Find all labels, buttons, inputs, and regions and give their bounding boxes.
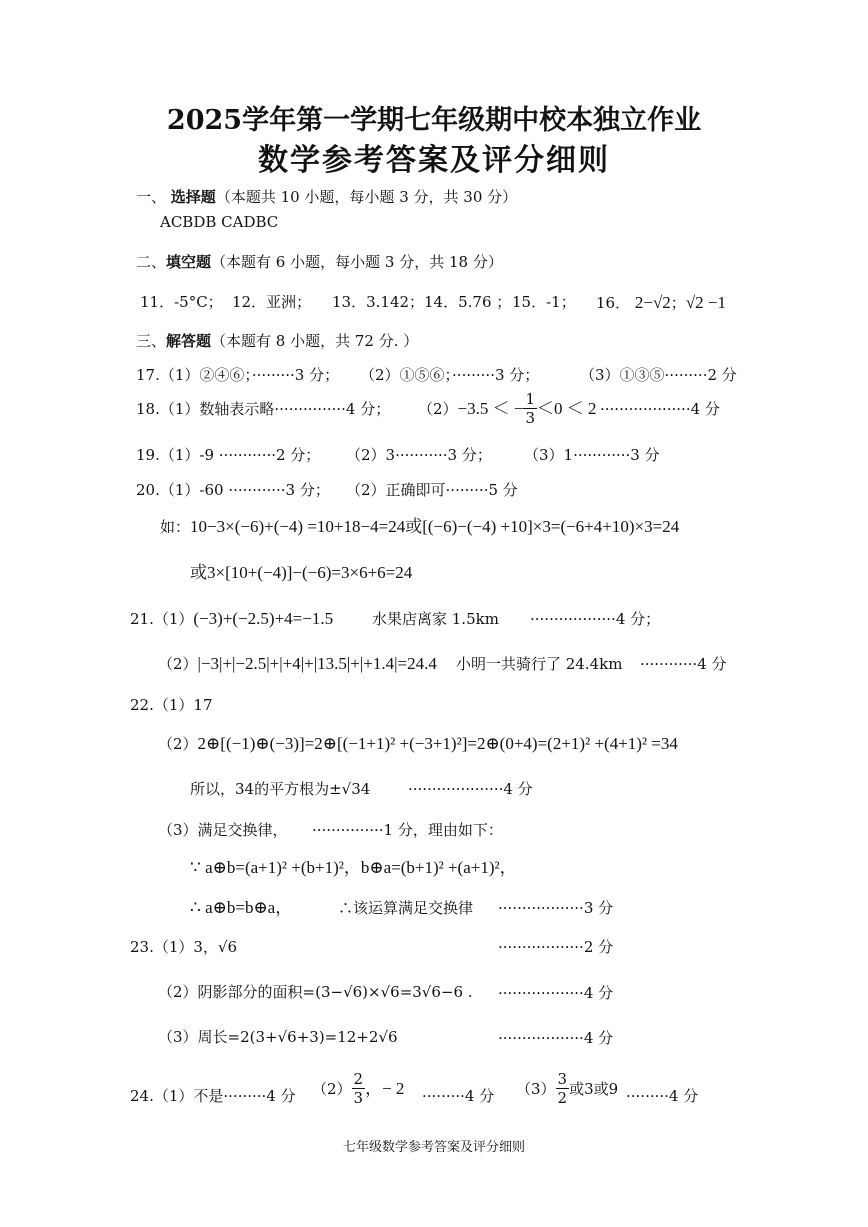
q24-part2-rest: ，− 2 bbox=[365, 1078, 405, 1098]
section1-label: 一、 bbox=[136, 188, 167, 206]
q24-part3-score: ·········4 分 bbox=[626, 1087, 699, 1105]
section1-name: 选择题 bbox=[170, 188, 216, 206]
q17-part3: （3）①③⑤·········2 分 bbox=[580, 366, 737, 384]
section3-heading bbox=[136, 332, 418, 350]
q20-example2: 或3×[10+(−4)]−(−6)=3×6+6=24 bbox=[190, 563, 413, 582]
q22-part3-final-score: ··················3 分 bbox=[498, 899, 614, 917]
q21-part2 bbox=[158, 654, 437, 674]
q22-part3-conclusion: ∴该运算满足交换律 bbox=[338, 899, 474, 917]
q18-math-right: ＜0 ＜ 2 bbox=[537, 398, 597, 418]
q24-part2-denominator: 3 bbox=[353, 1089, 364, 1107]
q22-part3-score: ···············1 分，理由如下： bbox=[312, 821, 503, 839]
q24-part3-label: （3） bbox=[516, 1080, 556, 1098]
q24-part2-numerator: 2 bbox=[353, 1070, 364, 1088]
q22-part2 bbox=[158, 734, 678, 754]
q16-separator: ； bbox=[670, 294, 686, 312]
page-subtitle: 数学参考答案及评分细则 bbox=[258, 143, 610, 178]
q24-part3-numerator: 3 bbox=[557, 1070, 568, 1088]
q14: 14．5.76 ； bbox=[424, 293, 512, 311]
section1-answers: ACBDB CADBC bbox=[160, 213, 279, 231]
section1-note: （本题共 10 小题，每小题 3 分，共 30 分） bbox=[215, 188, 518, 206]
q21-part2-math: |−3|+|−2.5|+|+4|+|13.5|+|+1.4|=24.4 bbox=[197, 654, 437, 673]
q19-part3: （3）1············3 分 bbox=[524, 446, 660, 464]
q22-part3-reason2: ∴ a⊕b=b⊕a， bbox=[190, 898, 293, 917]
q23-part3: （3）周长=2(3+√6+3)=12+2√6 bbox=[158, 1028, 398, 1046]
q18-fraction bbox=[523, 392, 537, 426]
q18-part2-label: （2） bbox=[418, 400, 458, 418]
q16-answer-b: √2 −1 bbox=[685, 293, 726, 312]
section2-note: （本题有 6 小题，每小题 3 分，共 18 分） bbox=[211, 253, 503, 271]
q16-answer-a: 2−√2 bbox=[634, 293, 671, 312]
q22-part1: 22.（1）17 bbox=[130, 696, 213, 714]
q17-part2: （2）①⑤⑥；·········3 分； bbox=[360, 366, 540, 384]
section2-heading bbox=[136, 253, 503, 271]
q22-part2-conclusion: 所以，34的平方根为±√34 bbox=[190, 780, 371, 798]
q20-example-label: 如： bbox=[160, 518, 191, 536]
q20-example1 bbox=[160, 517, 679, 537]
q16 bbox=[596, 293, 726, 313]
q22-part3-reason1: ∵ a⊕b=(a+1)² +(b+1)²，b⊕a=(b+1)² +(a+1)²， bbox=[190, 858, 517, 877]
q24-part1: 24.（1）不是·········4 分 bbox=[130, 1087, 296, 1105]
q11: 11．-5°C； bbox=[140, 293, 223, 311]
q19-part1: 19.（1）-9 ············2 分； bbox=[136, 446, 321, 464]
q20-part1: 20.（1）-60 ············3 分； bbox=[136, 481, 330, 499]
q12: 12．亚洲； bbox=[232, 293, 312, 311]
q23-part2: （2）阴影部分的面积=(3−√6)×√6=3√6−6 . bbox=[158, 983, 473, 1001]
q24-part2-label: （2） bbox=[312, 1080, 352, 1098]
q23-part1: 23.（1）3，√6 bbox=[130, 938, 238, 956]
q22-part3: （3）满足交换律， bbox=[158, 821, 288, 839]
q20-example1-math: 10−3×(−6)+(−4) =10+18−4=24或[(−6)−(−4) +10]×3=(−6+4+10)×3=24 bbox=[190, 517, 680, 536]
q22-part2-label: （2） bbox=[158, 735, 198, 753]
q24-part3-denominator: 2 bbox=[557, 1089, 568, 1107]
q23-part1-score: ··················2 分 bbox=[498, 938, 614, 956]
q18-fraction-numerator: 1 bbox=[525, 390, 536, 408]
section1-heading bbox=[136, 188, 517, 206]
section3-note: （本题有 8 小题，共 72 分. ） bbox=[211, 332, 419, 350]
q23-part2-score: ··················4 分 bbox=[498, 984, 614, 1002]
q19-part2: （2）3···········3 分； bbox=[346, 446, 492, 464]
q24-part2 bbox=[312, 1072, 404, 1106]
q24-part2-score: ·········4 分 bbox=[422, 1087, 495, 1105]
q24-part2-fraction bbox=[352, 1072, 366, 1106]
section3-name: 解答题 bbox=[166, 332, 212, 350]
q22-part2-score: ····················4 分 bbox=[408, 780, 533, 798]
q20-part2: （2）正确即可·········5 分 bbox=[346, 481, 518, 499]
section2-label: 二、 bbox=[136, 253, 167, 271]
q21-part1 bbox=[130, 609, 333, 629]
page-title: 2025学年第一学期七年级期中校本独立作业 bbox=[166, 105, 702, 136]
q24-part3-fraction bbox=[556, 1072, 570, 1106]
q21-part2-score: ············4 分 bbox=[640, 655, 727, 673]
section3-label: 三、 bbox=[136, 332, 167, 350]
q18-score: ···················4 分 bbox=[600, 400, 720, 418]
q24-part3-rest: 或3或9 bbox=[569, 1080, 619, 1098]
q21-part1-math: (−3)+(−2.5)+4=−1.5 bbox=[193, 609, 334, 628]
q24-part3 bbox=[516, 1072, 618, 1106]
q13: 13．3.142； bbox=[332, 293, 425, 311]
q16-label: 16． bbox=[596, 294, 631, 312]
q21-part1-label: 21.（1） bbox=[130, 610, 194, 628]
q22-part2-math: 2⊕[(−1)⊕(−3)]=2⊕[(−1+1)² +(−3+1)²]=2⊕(0+4)=(2+1)² +(4+1)² =34 bbox=[197, 734, 678, 753]
q18-part2 bbox=[418, 392, 597, 426]
q21-part1-score: ··················4 分； bbox=[530, 610, 661, 628]
q21-part2-label: （2） bbox=[158, 655, 198, 673]
q15: 15．-1； bbox=[512, 293, 576, 311]
page-footer: 七年级数学参考答案及评分细则 bbox=[342, 1140, 525, 1155]
q18-fraction-denominator: 3 bbox=[525, 409, 536, 427]
q21-part2-text: 小明一共骑行了 24.4km bbox=[456, 655, 623, 673]
q18-math-left: −3.5 ＜ − bbox=[457, 398, 524, 418]
q21-part1-text: 水果店离家 1.5km bbox=[372, 610, 499, 628]
q23-part3-score: ··················4 分 bbox=[498, 1029, 614, 1047]
q18-part1: 18.（1）数轴表示略···············4 分； bbox=[136, 400, 391, 418]
q17-part1: 17.（1）②④⑥；·········3 分； bbox=[136, 366, 340, 384]
section2-name: 填空题 bbox=[166, 253, 212, 271]
